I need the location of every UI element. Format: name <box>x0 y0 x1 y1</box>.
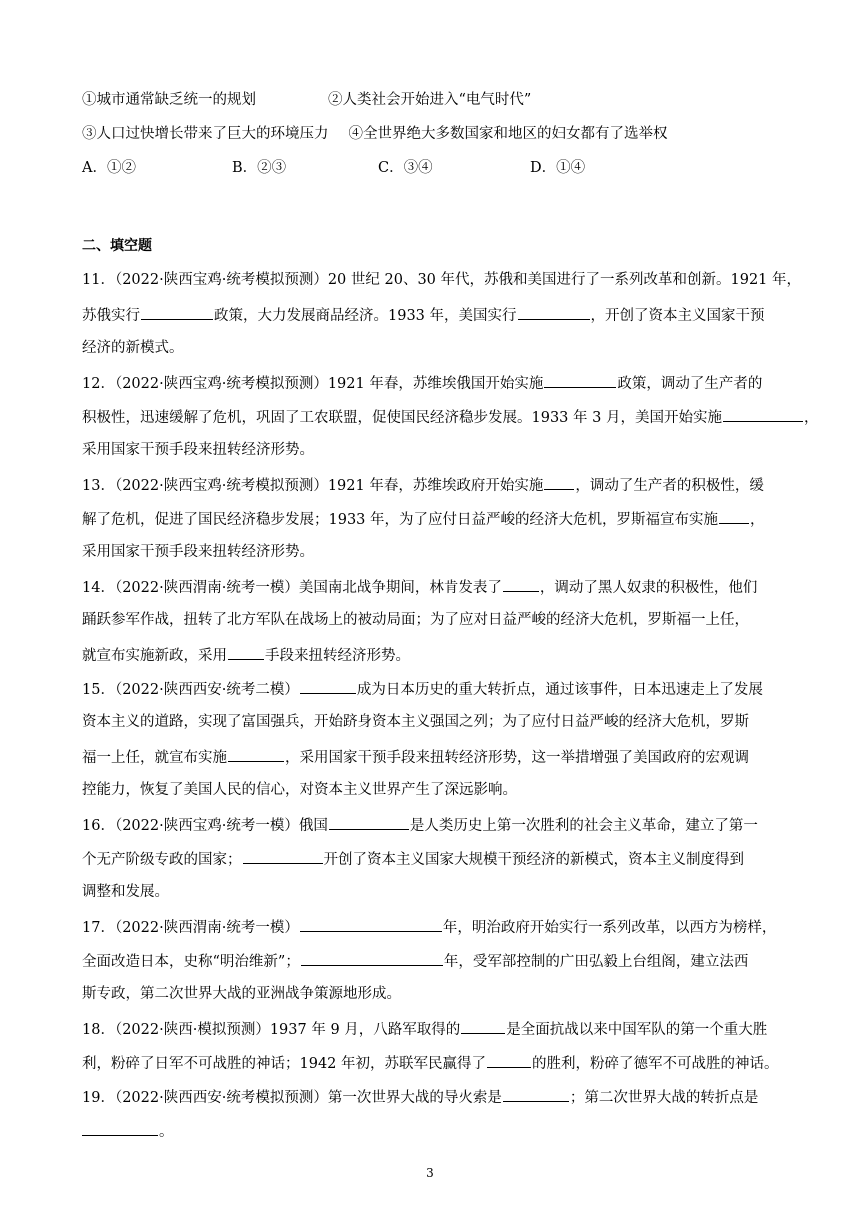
q11-blank-1[interactable] <box>141 304 213 320</box>
q18-text: 是全面抗战以来中国军队的第一个重大胜 <box>506 1022 768 1038</box>
q16-blank-2[interactable] <box>243 848 323 864</box>
statement-4: ④全世界绝大多数国家和地区的妇女都有了选举权 <box>348 126 668 142</box>
choice-b: B．②③ <box>232 160 287 176</box>
q18-line-1 <box>82 1018 767 1040</box>
q11-line-2 <box>82 304 765 326</box>
q19-text: 19．（2022·陕西西安·统考模拟预测）第一次世界大战的导火索是 <box>82 1090 502 1106</box>
statement-1: ①城市通常缺乏统一的规划 <box>82 92 256 108</box>
q19-text: 。 <box>159 1124 174 1140</box>
q17-text: 17．（2022·陕西渭南·统考一模） <box>82 920 299 936</box>
section-title: 二、填空题 <box>82 238 152 254</box>
q15-line-3 <box>82 746 749 768</box>
q16-text: 是人类历史上第一次胜利的社会主义革命，建立了第一 <box>409 818 758 834</box>
q12-line-1 <box>82 372 762 394</box>
q14-text: 14．（2022·陕西渭南·统考一模）美国南北战争期间，林肯发表了 <box>82 580 502 596</box>
choice-c: C．③④ <box>378 160 433 176</box>
q17-text: 年，受军部控制的广田弘毅上台组阁，建立法西 <box>443 954 749 970</box>
option-statement-row-2 <box>82 124 668 144</box>
q18-text: 18．（2022·陕西·模拟预测）1937 年 9 月，八路军取得的 <box>82 1022 461 1038</box>
q15-blank-1[interactable] <box>300 678 356 694</box>
q19-line-2 <box>82 1120 174 1142</box>
q16-line-2 <box>82 848 744 870</box>
q15-line-4: 控能力，恢复了美国人民的信心，对资本主义世界产生了深远影响。 <box>82 782 517 798</box>
q12-text: ， <box>803 410 819 426</box>
q17-line-1 <box>82 916 776 938</box>
q17-text: 全面改造日本，史称“明治维新”； <box>82 954 300 970</box>
q14-line-2: 踊跃参军作战，扭转了北方军队在战场上的被动局面；为了应对日益严峻的经济大危机，罗斯福一上任， <box>82 612 749 628</box>
q13-blank-1[interactable] <box>544 474 574 490</box>
q15-text: 福一上任，就宣布实施 <box>82 750 227 766</box>
q12-line-2 <box>82 406 818 428</box>
q19-text: ；第二次世界大战的转折点是 <box>569 1090 759 1106</box>
q17-line-3: 斯专政，第二次世界大战的亚洲战争策源地形成。 <box>82 986 401 1002</box>
q11-text: ，开创了资本主义国家干预 <box>590 308 765 324</box>
q11-line-3: 经济的新模式。 <box>82 340 184 356</box>
q12-text: 政策，调动了生产者的 <box>617 376 763 392</box>
q16-blank-1[interactable] <box>329 814 409 830</box>
q15-line-1 <box>82 678 763 700</box>
answer-choices-row <box>82 158 585 178</box>
q16-text: 16．（2022·陕西宝鸡·统考一模）俄国 <box>82 818 328 834</box>
q15-text: 成为日本历史的重大转折点，通过该事件，日本迅速走上了发展 <box>356 682 763 698</box>
q13-text: ， <box>750 512 765 528</box>
q11-blank-2[interactable] <box>518 304 590 320</box>
q18-blank-1[interactable] <box>461 1018 505 1034</box>
q13-text: 13．（2022·陕西宝鸡·统考模拟预测）1921 年春，苏维埃政府开始实施 <box>82 478 544 494</box>
option-statement-row-1 <box>82 90 531 110</box>
q17-text: 年，明治政府开始实行一系列改革，以西方为榜样， <box>442 920 777 936</box>
q13-blank-2[interactable] <box>719 508 749 524</box>
q14-text: ，调动了黑人奴隶的积极性，他们 <box>539 580 758 596</box>
q17-blank-1[interactable] <box>300 916 442 932</box>
q18-blank-2[interactable] <box>487 1052 531 1068</box>
page-number: 3 <box>426 1166 434 1180</box>
choice-a: A．①② <box>82 160 136 176</box>
q14-text: 就宣布实施新政，采用 <box>82 648 227 664</box>
q14-line-1 <box>82 576 757 598</box>
q11-text: 政策，大力发展商品经济。1933 年，美国实行 <box>214 308 517 324</box>
q12-blank-2[interactable] <box>723 406 803 422</box>
q19-blank-1[interactable] <box>503 1086 569 1102</box>
q14-blank-1[interactable] <box>503 576 539 592</box>
statement-2: ②人类社会开始进入“电气时代” <box>328 92 532 108</box>
q15-blank-2[interactable] <box>228 746 284 762</box>
q12-line-3: 采用国家干预手段来扭转经济形势。 <box>82 442 314 458</box>
statement-3: ③人口过快增长带来了巨大的环境压力 <box>82 126 329 142</box>
q17-line-2 <box>82 950 748 972</box>
q11-text: 苏俄实行 <box>82 308 140 324</box>
choice-d: D．①④ <box>530 160 586 176</box>
q15-text: 15．（2022·陕西西安·统考二模） <box>82 682 299 698</box>
q12-text: 积极性，迅速缓解了危机，巩固了工农联盟，促使国民经济稳步发展。1933 年 3 月，美国开始实施 <box>82 410 722 426</box>
q15-text: ，采用国家干预手段来扭转经济形势，这一举措增强了美国政府的宏观调 <box>285 750 749 766</box>
q14-line-3 <box>82 644 410 666</box>
q19-blank-2[interactable] <box>82 1120 158 1136</box>
q19-line-1 <box>82 1086 758 1108</box>
q18-line-2 <box>82 1052 779 1074</box>
q16-line-3: 调整和发展。 <box>82 884 169 900</box>
q17-blank-2[interactable] <box>301 950 443 966</box>
q15-line-2: 资本主义的道路，实现了富国强兵，开始跻身资本主义强国之列；为了应付日益严峻的经济大危机，罗斯 <box>82 714 749 730</box>
q13-line-3: 采用国家干预手段来扭转经济形势。 <box>82 544 314 560</box>
q12-blank-1[interactable] <box>544 372 616 388</box>
q16-text: 个无产阶级专政的国家； <box>82 852 242 868</box>
q12-text: 12．（2022·陕西宝鸡·统考模拟预测）1921 年春，苏维埃俄国开始实施 <box>82 376 544 392</box>
q14-blank-2[interactable] <box>228 644 264 660</box>
q11-line-1: 11．（2022·陕西宝鸡·统考模拟预测）20 世纪 20、30 年代，苏俄和美国进行了一系列改革和创新。1921 年， <box>82 272 802 288</box>
q13-text: 解了危机，促进了国民经济稳步发展；1933 年，为了应付日益严峻的经济大危机，罗斯福宣布实施 <box>82 512 719 528</box>
q13-line-1 <box>82 474 764 496</box>
q13-line-2 <box>82 508 765 530</box>
q16-line-1 <box>82 814 758 836</box>
q18-text: 利，粉碎了日军不可战胜的神话；1942 年初，苏联军民赢得了 <box>82 1056 487 1072</box>
q16-text: 开创了资本主义国家大规模干预经济的新模式，资本主义制度得到 <box>323 852 744 868</box>
q14-text: 手段来扭转经济形势。 <box>265 648 410 664</box>
q13-text: ，调动了生产者的积极性，缓 <box>575 478 764 494</box>
q18-text: 的胜利，粉碎了德军不可战胜的神话。 <box>532 1056 779 1072</box>
